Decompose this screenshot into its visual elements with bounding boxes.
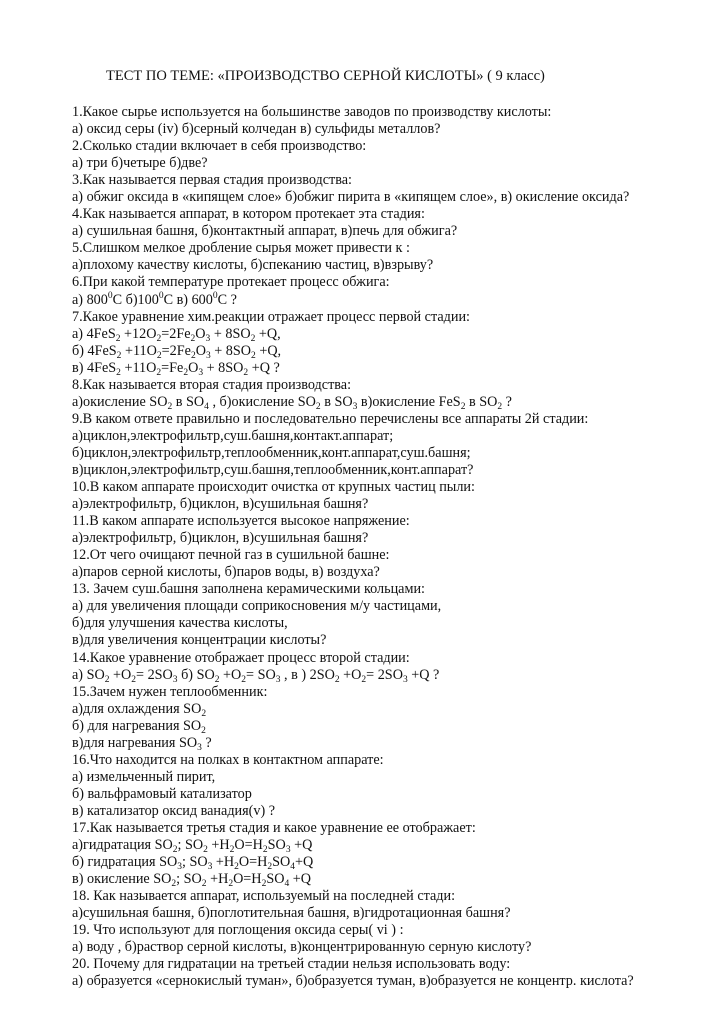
question-line: 10.В каком аппарате происходит очистка от крупных частиц пыли: — [72, 479, 475, 496]
question-list — [72, 104, 712, 990]
answer-line: в) $4FeS_2 +11O_2=Fe_2O_3 + 8SO_2 +Q$ ? — [72, 359, 280, 378]
answer-line: а)гидратация $SO_2$; $SO_2 +H_2O=H_2SO_3 +Q$ — [72, 837, 313, 856]
answer-line: в) катализатор оксид ванадия(v) ? — [72, 802, 276, 819]
answer-line: а)паров серной кислоты, б)паров воды, в) воздуха? — [72, 564, 380, 581]
question-line: 8.Как называется вторая стадия производства: — [72, 376, 352, 393]
answer-line: б) гидратация $SO_3$; $SO_3 +H_2O=H_2SO_4+Q$ — [72, 854, 314, 873]
question-line: 14.Какое уравнение отображает процесс второй стадии: — [72, 649, 410, 666]
answer-line: а) измельченный пирит, — [72, 768, 216, 785]
answer-line: б)для улучшения качества кислоты, — [72, 615, 288, 632]
answer-line: в)для нагревания $SO_3$ ? — [72, 734, 212, 753]
answer-line: а) образуется «сернокислый туман», б)образуется туман, в)образуется не концентр. кислота? — [72, 973, 634, 990]
answer-line: а)электрофильтр, б)циклон, в)сушильная башня? — [72, 530, 369, 547]
answer-line: в)циклон,электрофильтр,суш.башня,теплообменник,конт.аппарат? — [72, 461, 474, 478]
question-line: 6.При какой температуре протекает процесс обжига: — [72, 274, 390, 291]
answer-line: а) сушильная башня, б)контактный аппарат, в)печь для обжига? — [72, 223, 458, 240]
answer-line: б) $4FeS_2 +11O_2=2Fe_2O_3 + 8SO_2 +Q$, — [72, 342, 282, 361]
answer-line: б) вальфрамовый катализатор — [72, 785, 252, 802]
answer-line: а)для охлаждения $SO_2$ — [72, 700, 207, 719]
question-line: 4.Как называется аппарат, в котором протекает эта стадия: — [72, 206, 425, 223]
answer-line: а) $4FeS_2 +12O_2=2Fe_2O_3 + 8SO_2 +Q$, — [72, 325, 281, 344]
question-line: 7.Какое уравнение хим.реакции отражает процесс первой стадии: — [72, 308, 470, 325]
question-line: 16.Что находится на полках в контактном аппарате: — [72, 751, 384, 768]
answer-line: а) оксид серы (iv) б)серный колчедан в) сульфиды металлов? — [72, 121, 441, 138]
answer-line: а) воду , б)раствор серной кислоты, в)концентрированную серную кислоту? — [72, 939, 532, 956]
question-line: 13. Зачем суш.башня заполнена керамическими кольцами: — [72, 581, 425, 598]
answer-line: в)для увеличения концентрации кислоты? — [72, 632, 327, 649]
answer-line: а)электрофильтр, б)циклон, в)сушильная башня? — [72, 496, 369, 513]
question-line: 2.Сколько стадии включает в себя производство: — [72, 138, 367, 155]
answer-line: а)плохому качеству кислоты, б)спеканию частиц, в)взрыву? — [72, 257, 434, 274]
answer-line: а) $SO_2 +O_2= 2SO_3$ б) $SO_2 +O_2= SO_3$ , в ) $2SO_2 +O_2= 2SO_3 +Q$ ? — [72, 666, 440, 685]
answer-line: а)сушильная башня, б)поглотительная башня, в)гидротационная башня? — [72, 905, 511, 922]
question-line: 11.В каком аппарате используется высокое напряжение: — [72, 513, 410, 530]
page-title: ТЕСТ ПО ТЕМЕ: «ПРОИЗВОДСТВО СЕРНОЙ КИСЛОТЫ» ( 9 класс) — [106, 68, 545, 84]
question-line: 17.Как называется третья стадия и какое уравнение ее отображает: — [72, 819, 476, 836]
answer-line: а) три б)четыре б)две? — [72, 155, 208, 172]
answer-line: б) для нагревания $SO_2$ — [72, 717, 206, 736]
answer-line: б)циклон,электрофильтр,теплообменник,конт.аппарат,суш.башня; — [72, 444, 471, 461]
answer-line: а) обжиг оксида в «кипящем слое» б)обжиг пирита в «кипящем слое», в) окисление оксида? — [72, 189, 630, 206]
question-line: 3.Как называется первая стадия производства: — [72, 172, 352, 189]
answer-line: а)окисление $SO_2$ в $SO_4$ , б)окисление $SO_2$ в $SO_3$ в)окисление FeS$_2$ в $SO_2$ ? — [72, 393, 512, 412]
question-line: 1.Какое сырье используется на большинстве заводов по производству кислоты: — [72, 104, 552, 120]
answer-line: в) окисление $SO_2$; $SO_2 +H_2O=H_2SO_4 +Q$ — [72, 871, 311, 890]
question-line: 20. Почему для гидратации на третьей стадии нельзя использовать воду: — [72, 956, 511, 973]
question-line: 9.В каком ответе правильно и последовательно перечислены все аппараты 2й стадии: — [72, 410, 589, 427]
question-line: 5.Слишком мелкое дробление сырья может привести к : — [72, 240, 410, 257]
question-line: 12.От чего очищают печной газ в сушильной башне: — [72, 547, 390, 564]
question-line: 19. Что используют для поглощения оксида серы( vi ) : — [72, 922, 404, 939]
answer-line: а)циклон,электрофильтр,суш.башня,контакт.аппарат; — [72, 427, 394, 444]
question-line: 18. Как называется аппарат, используемый на последней стади: — [72, 888, 456, 905]
answer-line: а) $800^0C$ $б)100^0C$ в) $600^0C$ ? — [72, 290, 237, 308]
question-line: 15.Зачем нужен теплообменник: — [72, 683, 268, 700]
answer-line: а) для увеличения площади соприкосновения м/у частицами, — [72, 598, 442, 615]
